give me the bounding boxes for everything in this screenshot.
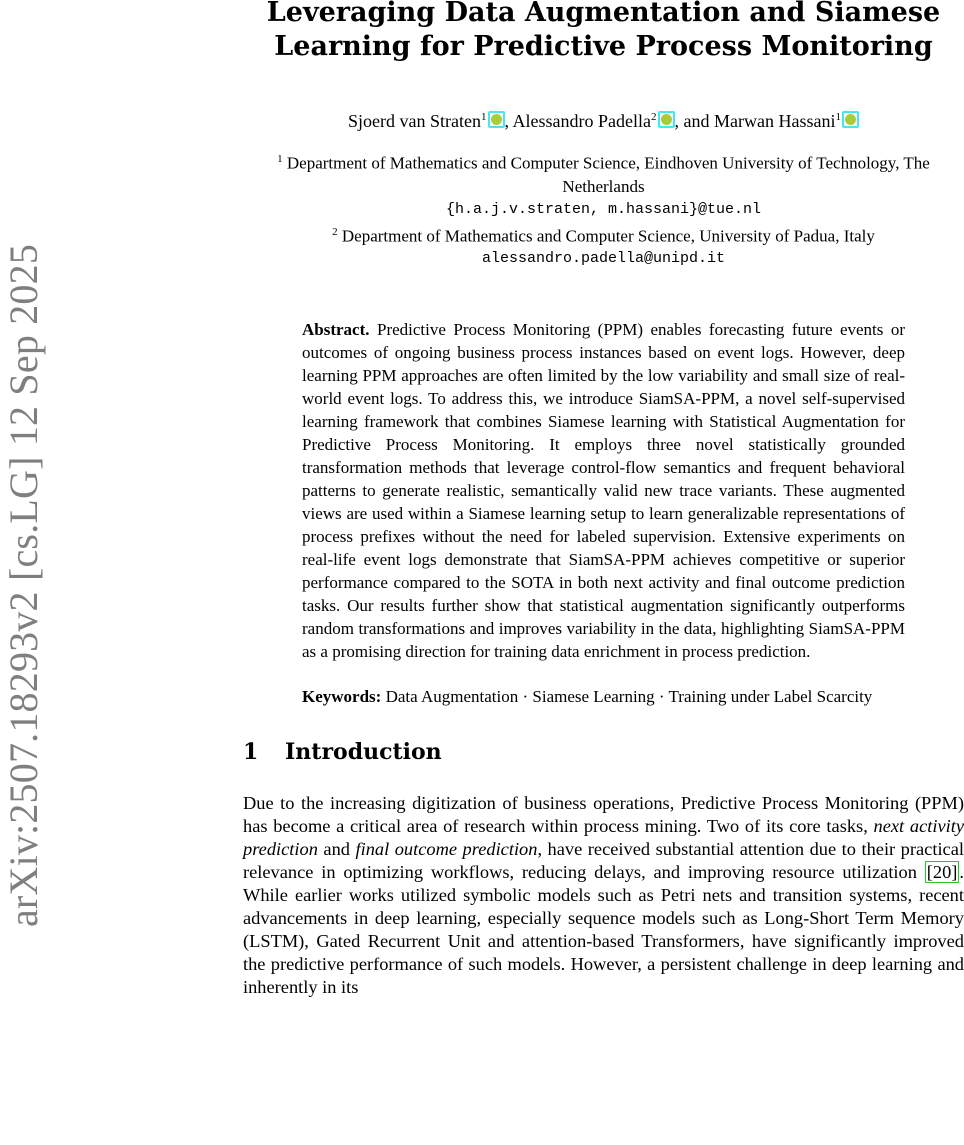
title-line-2: Learning for Predictive Process Monitoring [274, 31, 933, 62]
intro-emphasis: final outcome prediction [355, 839, 538, 860]
paper-page [243, 0, 964, 999]
author-name: Marwan Hassani [714, 111, 836, 131]
author-name: Alessandro Padella [512, 111, 651, 131]
keywords-label: Keywords: [302, 687, 382, 707]
affiliation-text: Department of Mathematics and Computer Science, Eindhoven University of Technology, The Netherlands [286, 153, 930, 196]
affiliation-email[interactable]: alessandro.padella@unipd.it [481, 250, 726, 268]
author-name: Sjoerd van Straten [348, 111, 482, 131]
author-list [243, 106, 964, 132]
intro-text: . While earlier works utilized symbolic models such as Petri nets and transition systems, recent advancements in deep learning, especially sequence models such as Long-Short Term Memory (LSTM), Gated Recurrent Unit and attention-based Transformers, have significantly improved the predictive performance of such models. However, a persistent challenge in deep learning and inherently in its [243, 862, 964, 998]
keywords [302, 685, 905, 708]
paper-title [243, 0, 964, 64]
intro-emphasis: next activity prediction [243, 816, 964, 860]
section-title: Introduction [285, 739, 442, 766]
affiliations [243, 148, 964, 270]
affiliation-email[interactable]: {h.a.j.v.straten, m.hassani}@tue.nl [445, 200, 762, 218]
affiliation-number: 1 [277, 153, 283, 165]
section-number: 1 [243, 739, 259, 766]
orcid-icon[interactable] [488, 111, 505, 128]
abstract-label: Abstract. [302, 320, 370, 340]
affiliation-number: 2 [332, 225, 338, 238]
arxiv-stamp [1, 215, 47, 955]
intro-paragraph [243, 792, 964, 999]
author-affil-mark: 2 [651, 111, 657, 123]
affiliation-text: Department of Mathematics and Computer Science, University of Padua, Italy [341, 226, 875, 246]
keywords-text: Data Augmentation · Siamese Learning · Training under Label Scarcity [385, 687, 873, 707]
abstract-text: Predictive Process Monitoring (PPM) enables forecasting future events or outcomes of ongoing business process instances based on event logs. However, deep learning PPM approaches are often limited by the low variability and small size of real-world event logs. To address this, we introduce SiamSA-PPM, a novel self-supervised learning framework that combines Siamese learning with Statistical Augmentation for Predictive Process Monitoring. It employs three novel statistically grounded transformation methods that leverage control-flow semantics and frequent behavioral patterns to generate realistic, semantically valid new trace variants. These augmented views are used within a Siamese learning setup to learn generalizable representations of process prefixes without the need for labeled supervision. Extensive experiments on real-life event logs demonstrate that SiamSA-PPM achieves competitive or superior performance compared to the SOTA in both next activity and final outcome prediction tasks. Our results further show that statistical augmentation significantly outperforms random transformations and improves variability in the data, highlighting SiamSA-PPM as a promising direction for training data enrichment in process prediction. [302, 320, 905, 662]
arxiv-stamp-text: arXiv:2507.18293v2 [cs.LG] 12 Sep 2025 [1, 243, 47, 927]
author-affil-mark: 1 [481, 111, 487, 123]
abstract [302, 318, 905, 663]
intro-text: and [317, 839, 356, 860]
orcid-icon[interactable] [658, 111, 675, 128]
intro-text: Due to the increasing digitization of business operations, Predictive Process Monitoring (PPM) has become a critical area of research within process mining. Two of its core tasks, [243, 793, 964, 837]
author-affil-mark: 1 [835, 111, 841, 123]
citation-link[interactable]: [20] [926, 862, 958, 883]
affiliation-2 [243, 221, 964, 248]
affiliation-1 [243, 148, 964, 198]
intro-text: , have received substantial attention due to their practical relevance in optimizing workflows, reducing delays, and improving resource utilization [243, 839, 964, 883]
author-separator: , [504, 111, 513, 131]
orcid-icon[interactable] [842, 111, 859, 128]
title-line-1: Leveraging Data Augmentation and Siamese [266, 0, 941, 28]
section-heading [243, 738, 964, 766]
author-separator: , and [674, 111, 714, 131]
